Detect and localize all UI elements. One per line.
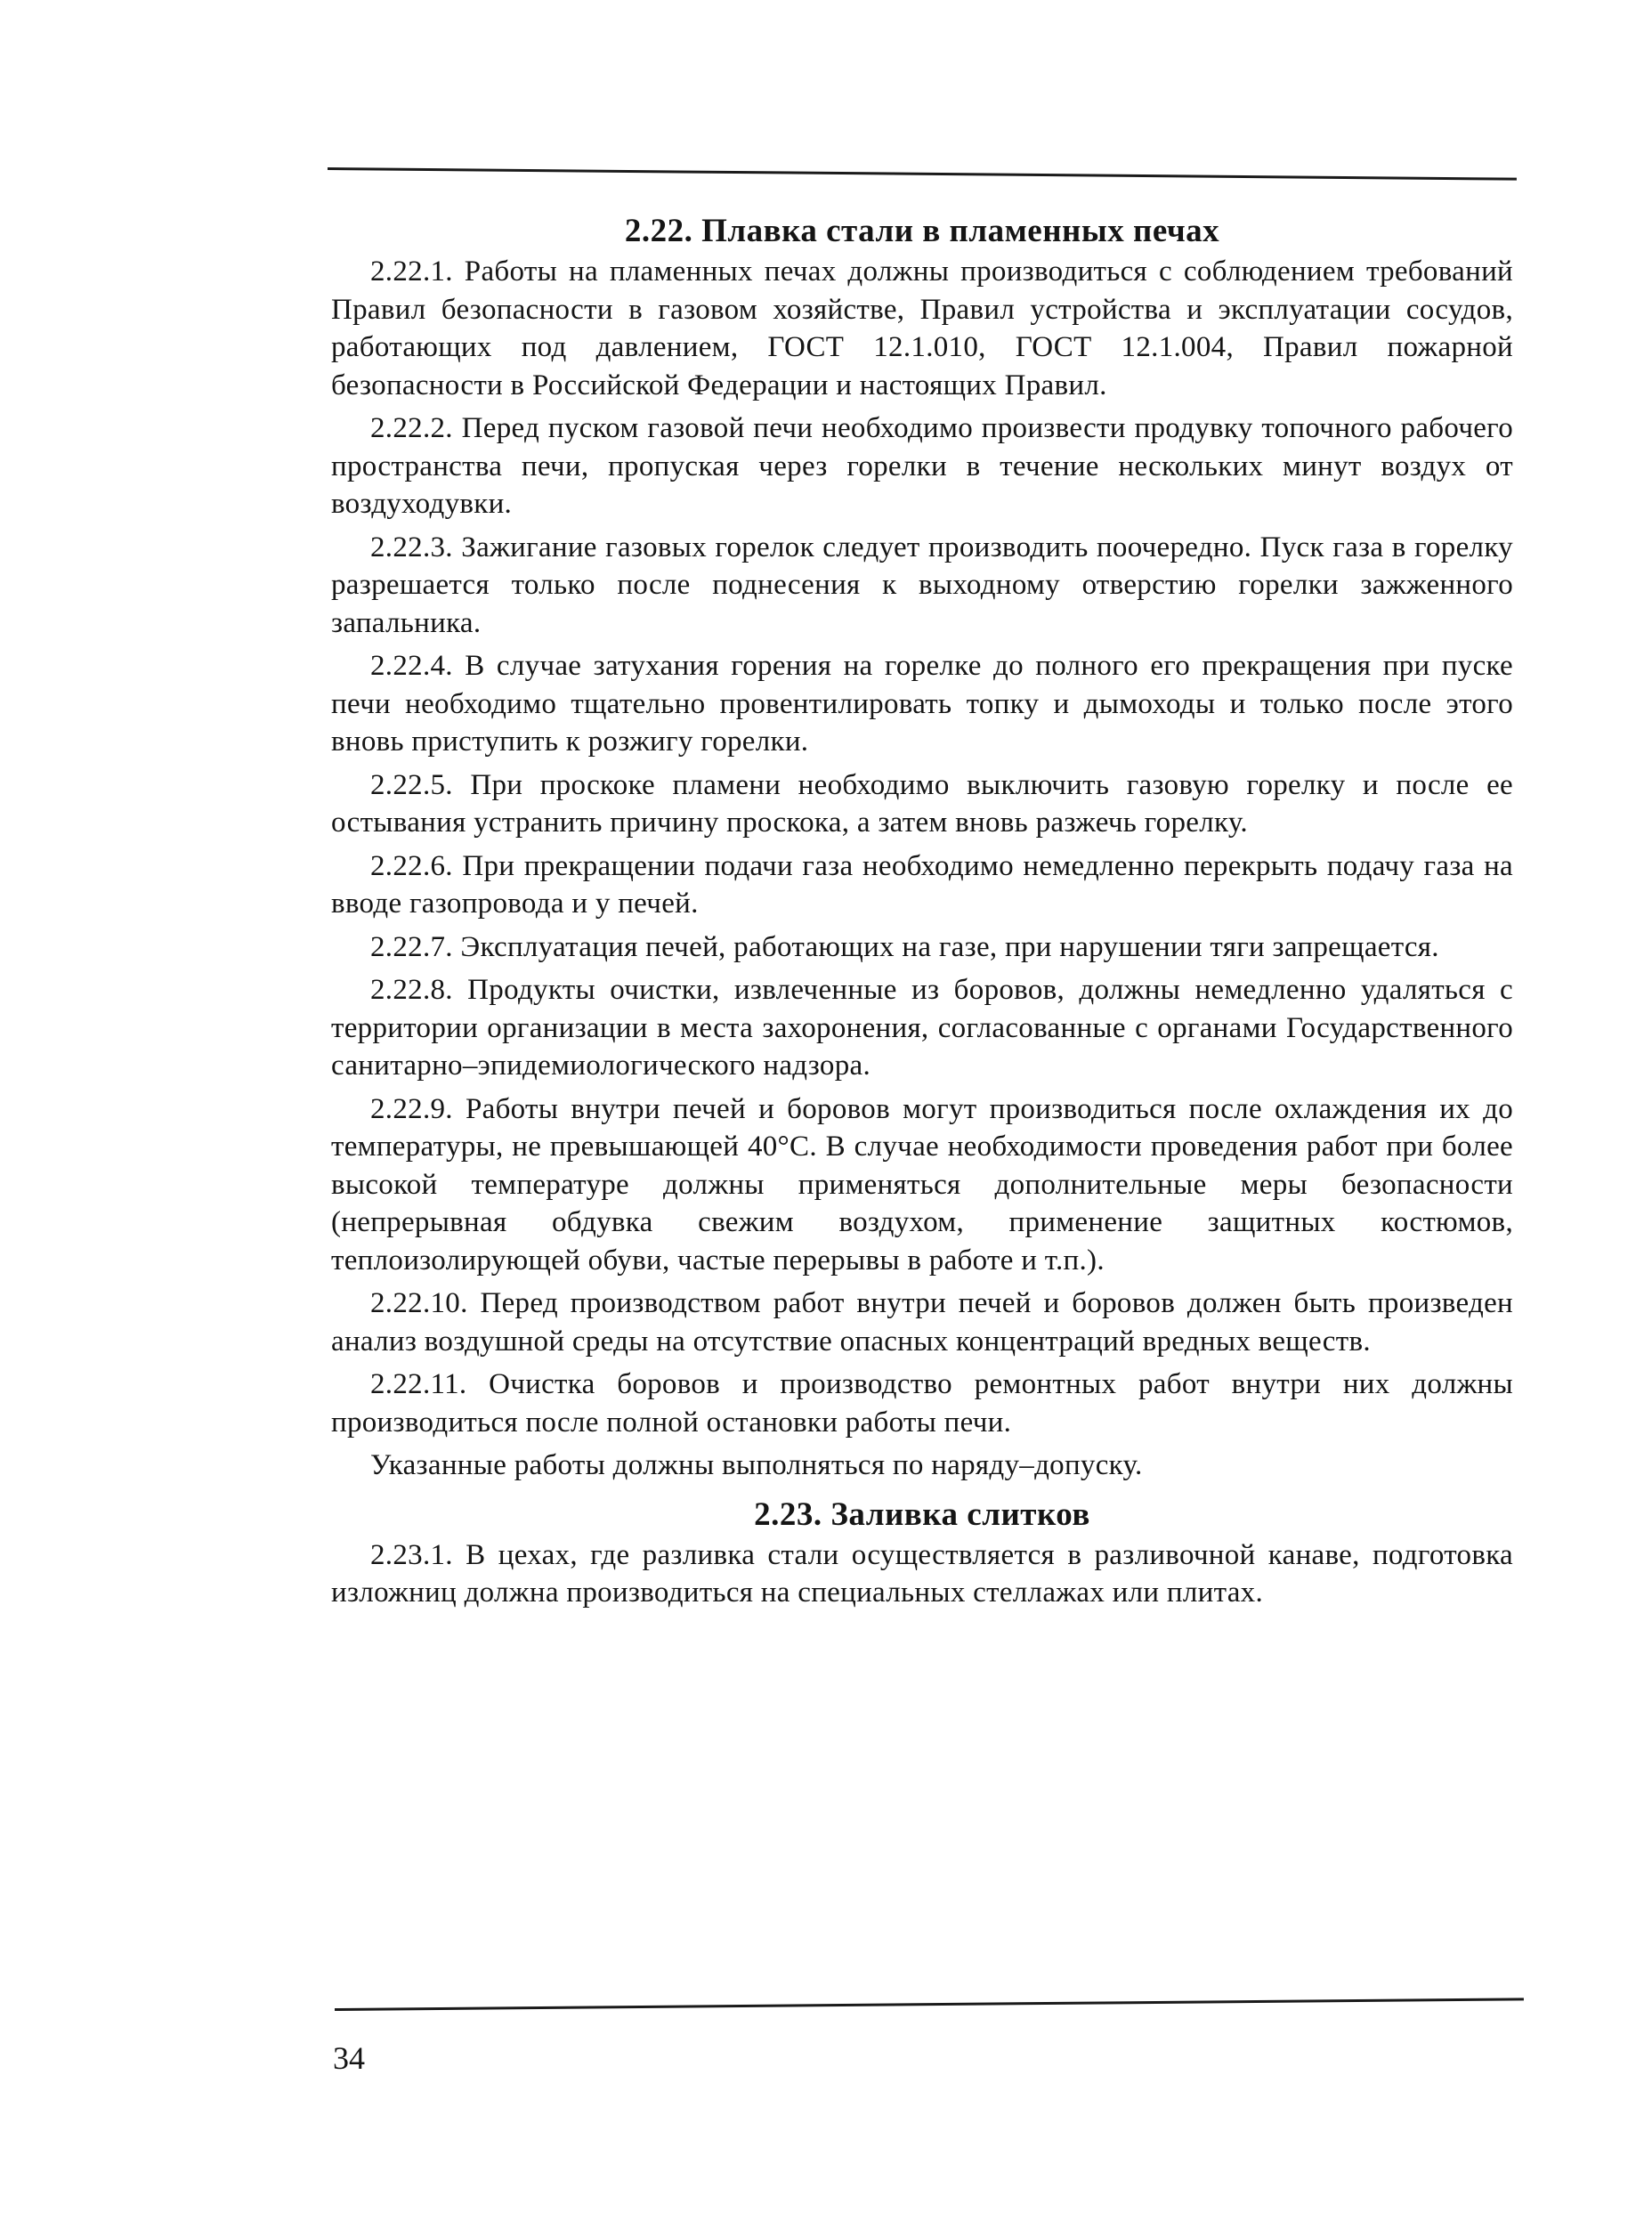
paragraph-2-22-11: 2.22.11. Очистка боровов и производство ремонтных работ внутри них должны производиться после полной остановки работы печи. — [331, 1368, 1513, 1439]
paragraph-work-permit-note: Указанные работы должны выполняться по наряду–допуску. — [370, 1449, 1143, 1481]
paragraph-2-22-4: 2.22.4. В случае затухания горения на горелке до полного его прекращения при пуске печи необходимо тщательно провентилировать топку и дымоходы и только после этого вновь приступить к розжигу горелки. — [331, 650, 1513, 758]
paragraph-2-22-7: 2.22.7. Эксплуатация печей, работающих на газе, при нарушении тяги запрещается. — [370, 930, 1439, 963]
section-title-2-22: 2.22. Плавка стали в пламенных печах — [624, 213, 1220, 249]
page-number: 34 — [333, 2040, 365, 2076]
paragraph-2-22-5: 2.22.5. При проскоке пламени необходимо выключить газовую горелку и после ее остывания устранить причину проскока, а затем вновь разжечь горелку. — [331, 768, 1513, 839]
top-rule — [328, 167, 1517, 181]
section-title-2-23: 2.23. Заливка слитков — [754, 1495, 1090, 1533]
paragraph-2-23-1: 2.23.1. В цехах, где разливка стали осуществляется в разливочной канаве, подготовка изложниц должна производиться на специальных стеллажах или плитах. — [331, 1538, 1513, 1609]
paragraph-2-22-10: 2.22.10. Перед производством работ внутри печей и боровов должен быть произведен анализ воздушной среды на отсутствие опасных концентраций вредных веществ. — [331, 1287, 1513, 1358]
paragraph-2-22-8: 2.22.8. Продукты очистки, извлеченные из боровов, должны немедленно удаляться с территории организации в места захоронения, согласованные с органами Государственного санитарно–эпидемиологического надзора. — [331, 974, 1513, 1082]
paragraph-2-22-6: 2.22.6. При прекращении подачи газа необходимо немедленно перекрыть подачу газа на вводе газопровода и у печей. — [331, 849, 1513, 920]
paragraph-2-22-9: 2.22.9. Работы внутри печей и боровов могут производиться после охлаждения их до температуры, не превышающей 40°С. В случае необходимости проведения работ при более высокой температуре должны применяться дополнительные меры безопасности (непрерывная обдувка свежим воздухом, применение защитных костюмов, теплоизолирующей обуви, частые перерывы в работе и т.п.). — [331, 1092, 1513, 1277]
bottom-rule — [335, 1998, 1524, 2011]
paragraph-2-22-2: 2.22.2. Перед пуском газовой печи необходимо произвести продувку топочного рабочего пространства печи, пропуская через горелки в течение нескольких минут воздух от воздуходувки. — [331, 412, 1513, 520]
paragraph-2-22-3: 2.22.3. Зажигание газовых горелок следует производить поочередно. Пуск газа в горелку разрешается только после поднесения к выходному отверстию горелки зажженного запальника. — [331, 531, 1513, 639]
paragraph-2-22-1: 2.22.1. Работы на пламенных печах должны производиться с соблюдением требований Правил безопасности в газовом хозяйстве, Правил устройства и эксплуатации сосудов, работающих под давлением, ГОСТ 12.1.010, ГОСТ 12.1.004, Правил пожарной безопасности в Российской Федерации и настоящих Правил. — [331, 255, 1513, 401]
page-content — [331, 210, 1513, 1612]
